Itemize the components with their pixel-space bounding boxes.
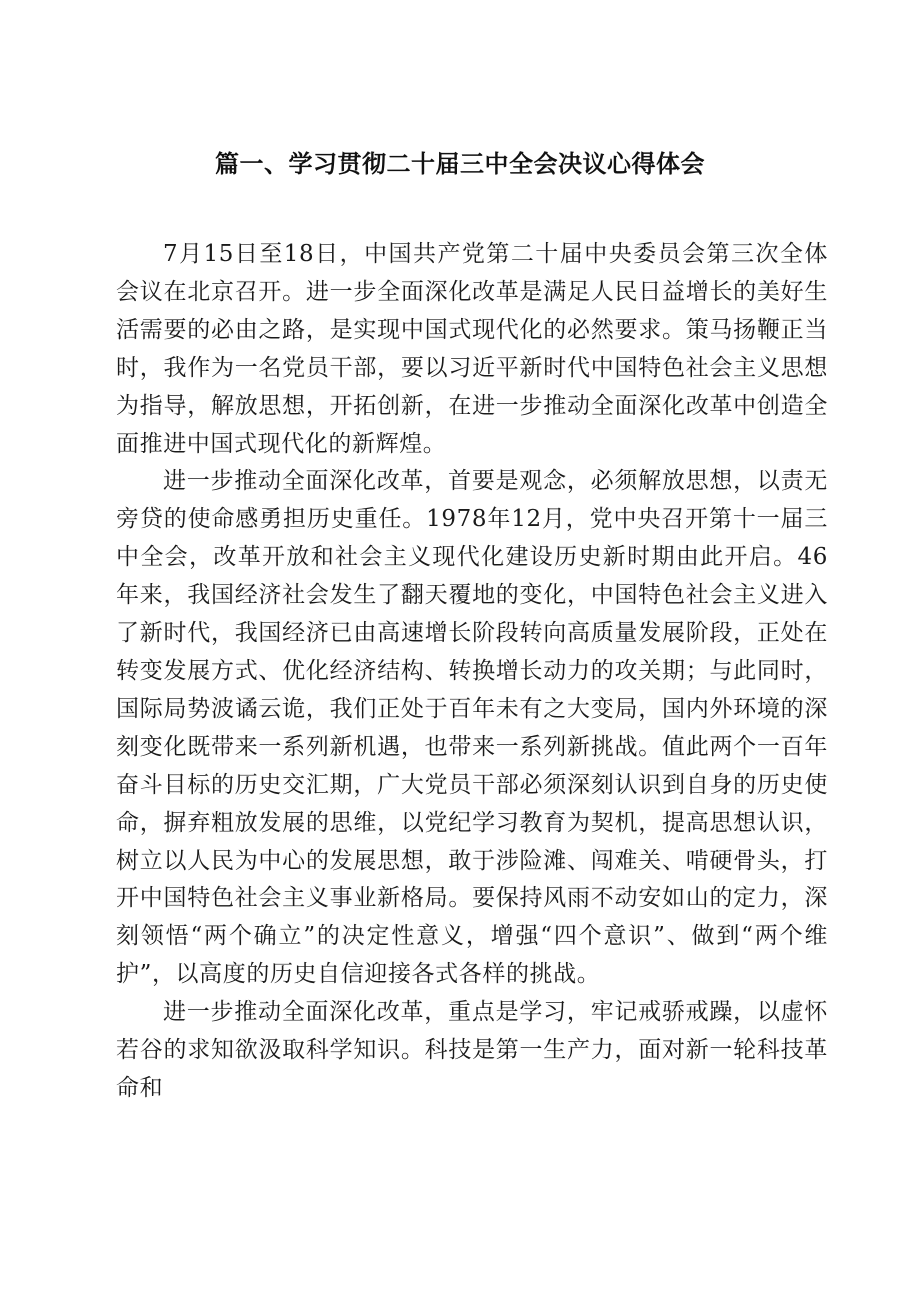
paragraph-learning: 进一步推动全面深化改革，重点是学习，牢记戒骄戒躁，以虚怀若谷的求知欲汲取科学知识。科技是第一生产力，面对新一轮科技革命和 [116, 999, 828, 1101]
document-title: 篇一、学习贯彻二十届三中全会决议心得体会 [215, 150, 705, 178]
paragraph-intro: 7月15日至18日，中国共产党第二十届中央委员会第三次全体会议在北京召开。进一步全面深化改革是满足人民日益增长的美好生活需要的必由之路，是实现中国式现代化的必然要求。策马扬鞭正当时，我作为一名党员干部，要以习近平新时代中国特色社会主义思想为指导，解放思想，开拓创新，在进一步推动全面深化改革中创造全面推进中国式现代化的新辉煌。 [116, 241, 828, 457]
paragraph-emancipate-mind: 进一步推动全面深化改革，首要是观念，必须解放思想，以责无旁贷的使命感勇担历史重任。1978年12月，党中央召开第十一届三中全会，改革开放和社会主义现代化建设历史新时期由此开启。46年来，我国经济社会发生了翻天覆地的变化，中国特色社会主义进入了新时代，我国经济已由高速增长阶段转向高质量发展阶段，正处在转变发展方式、优化经济结构、转换增长动力的攻关期；与此同时，国际局势波谲云诡，我们正处于百年未有之大变局，国内外环境的深刻变化既带来一系列新机遇，也带来一系列新挑战。值此两个一百年奋斗目标的历史交汇期，广大党员干部必须深刻认识到自身的历史使命，摒弃粗放发展的思维，以党纪学习教育为契机，提高思想认识，树立以人民为中心的发展思想，敢于涉险滩、闯难关、啃硬骨头，打开中国特色社会主义事业新格局。要保持风雨不动安如山的定力，深刻领悟“两个确立”的决定性意义，增强“四个意识”、做到“两个维护”，以高度的历史自信迎接各式各样的挑战。 [116, 468, 828, 988]
document-body [116, 236, 828, 1108]
